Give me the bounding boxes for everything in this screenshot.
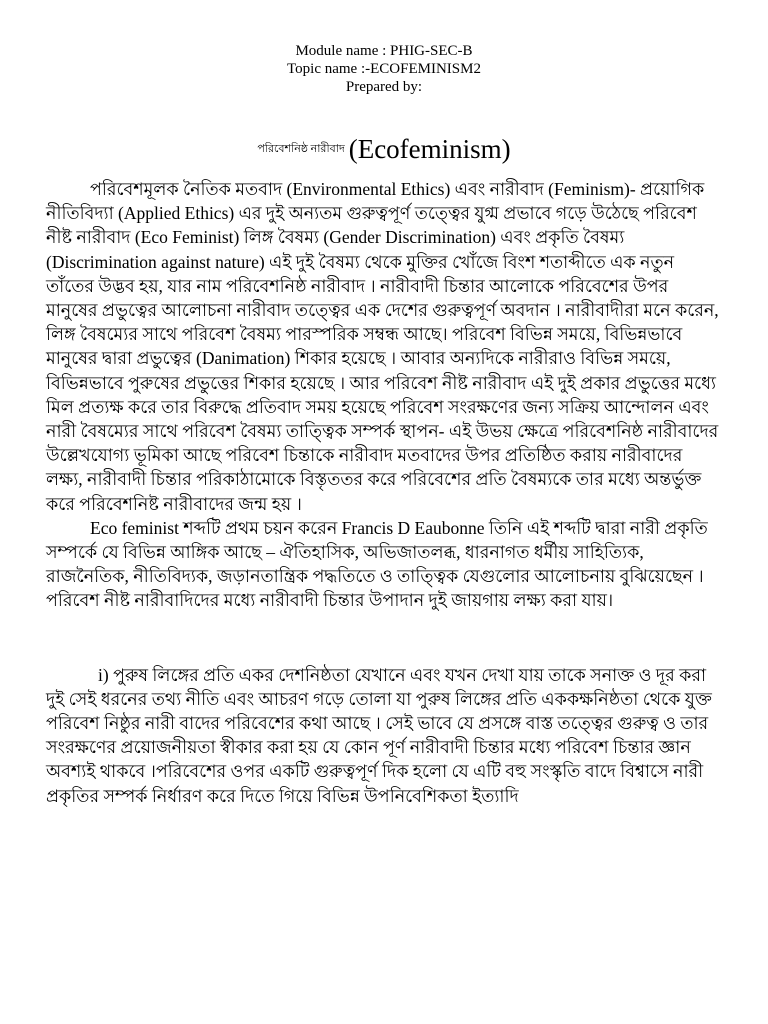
module-name: Module name : PHIG-SEC-B <box>295 43 473 59</box>
title-bengali: পরিবেশনিষ্ঠ নারীবাদ <box>257 143 345 155</box>
title-english: (Ecofeminism) <box>348 134 511 164</box>
paragraph-intro: পরিবেশমূলক নৈতিক মতবাদ (Environmental Ethics) এবং নারীবাদ (Feminism)- প্রয়োগিক নীতিবিদ্যা (Applied Ethics) এর দুই অন্যতম গুরুত্বপূর্ণ তত্ত্বের যুগ্ম প্রভাবে গড়ে উঠেছে পরিবেশ নীষ্ট নারীবাদ (Eco Feminist) লিঙ্গ বৈষম্য (Gender Discrimination) এবং প্রকৃতি বৈষম্য (Discrimination against nature) এই দুই বৈষম্য থেকে মুক্তির খোঁজে বিংশ শতাব্দীতে এক নতুন তাঁতের উদ্ভব হয়, যার নাম পরিবেশনিষ্ঠ নারীবাদ । নারীবাদী চিন্তার আলোকে পরিবেশের উপর মানুষের প্রভুত্বের আলোচনা নারীবাদ তত্ত্বের এক দেশের গুরুত্বপূর্ণ অবদান । নারীবাদীরা মনে করেন, লিঙ্গ বৈষম্যের সাথে পরিবেশ বৈষম্য পারস্পরিক সম্বন্ধ আছে। পরিবেশ বিভিন্ন সময়ে, বিভিন্নভাবে মানুষের দ্বারা প্রভুত্বের (Danimation) শিকার হয়েছে । আবার অন্যদিকে নারীরাও বিভিন্ন সময়ে, বিভিন্নভাবে পুরুষের প্রভুত্তের শিকার হয়েছে । আর পরিবেশ নীষ্ট নারীবাদ এই দুই প্রকার প্রভুত্তের মধ্যে মিল প্রত্যক্ষ করে তার বিরুদ্ধে প্রতিবাদ সময় হয়েছে পরিবেশ সংরক্ষণের জন্য সক্রিয় আন্দোলন এবং নারী বৈষম্যের সাথে পরিবেশ বৈষম্য তাত্ত্বিক সম্পর্ক স্থাপন- এই উভয় ক্ষেত্রে পরিবেশনিষ্ঠ নারীবাদের উল্লেখযোগ্য ভূমিকা আছে পরিবেশ চিন্তাকে নারীবাদ মতবাদের উপর প্রতিষ্ঠিত করায় নারীবাদের লক্ষ্য, নারীবাদী চিন্তার পরিকাঠামোকে বিস্তৃততর করে পরিবেশের প্রতি বৈষম্যকে তার মধ্যে অন্তর্ভুক্ত করে পরিবেশনিষ্ট নারীবাদের জন্ম হয় । <box>46 179 719 514</box>
document-title <box>46 134 722 165</box>
prepared-by: Prepared by: <box>345 79 423 95</box>
topic-name: Topic name :-ECOFEMINISM2 <box>287 61 481 77</box>
document-header <box>46 42 722 96</box>
paragraph-eco-feminist-term: Eco feminist শব্দটি প্রথম চয়ন করেন Francis D Eaubonne তিনি এই শব্দটি দ্বারা নারী প্রকৃতি সম্পর্কে যে বিভিন্ন আঙ্গিক আছে – ঐতিহাসিক, অভিজাতলব্ধ, ধারনাগত ধর্মীয় সাহিত্যিক, রাজনৈতিক, নীতিবিদ্যক, জড়ানতান্ত্রিক পদ্ধতিতে ও তাত্ত্বিক যেগুলোর আলোচনায় বুঝিয়েছেন । পরিবেশ নীষ্ট নারীবাদিদের মধ্যে নারীবাদী চিন্তার উপাদান দুই জায়গায় লক্ষ্য করা যায়। <box>46 517 708 611</box>
paragraph-point-one: i) পুরুষ লিঙ্গের প্রতি একর দেশনিষ্ঠতা যেখানে এবং যখন দেখা যায় তাকে সনাক্ত ও দূর করা দুই সেই ধরনের তথ্য নীতি এবং আচরণ গড়ে তোলা যা পুরুষ লিঙ্গের প্রতি এককক্ষনিষ্ঠতা থেকে যুক্ত পরিবেশ নিষ্ঠুর নারী বাদের পরিবেশের কথা আছে । সেই ভাবে যে প্রসঙ্গে বাস্ত তত্ত্বের গুরুত্ব ও তার সংরক্ষণের প্রয়োজনীয়তা স্বীকার করা হয় যে কোন পূর্ণ নারীবাদী চিন্তার মধ্যে পরিবেশ চিন্তার জ্ঞান অবশ্যই থাকবে ।পরিবেশের ওপর একটি গুরুত্বপূর্ণ দিক হলো যে এটি বহু সংস্কৃতি বাদে বিশ্বাসে নারী প্রকৃতির সম্পর্ক নির্ধারণ করে দিতে গিয়ে বিভিন্ন উপনিবেশিকতা ইত্যাদি <box>46 664 712 806</box>
